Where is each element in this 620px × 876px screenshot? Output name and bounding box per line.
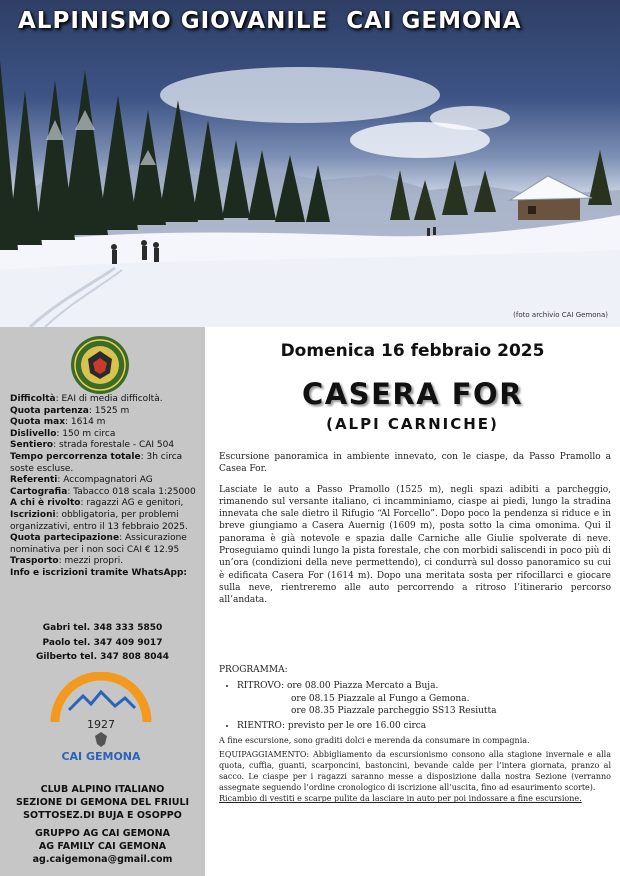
club-line-5: AG FAMILY CAI GEMONA bbox=[38, 841, 167, 852]
detail-row: Quota partenza: 1525 m bbox=[10, 405, 130, 416]
detail-row: Difficoltà: EAI di media difficoltà. bbox=[10, 394, 163, 404]
detail-row: A chi è rivolto: ragazzi AG e genitori, bbox=[10, 498, 184, 509]
detail-row: Quota max: 1614 m bbox=[10, 417, 106, 428]
contacts-list bbox=[0, 621, 205, 665]
club-info bbox=[0, 783, 205, 866]
club-email[interactable]: ag.caigemona@gmail.com bbox=[32, 854, 173, 865]
detail-row: Iscrizioni: obbligatoria, per problemi organizzativi, entro il 13 febbraio 2025. bbox=[10, 509, 188, 532]
logo-name: CAI GEMONA bbox=[61, 750, 141, 763]
detail-row: Info e iscrizioni tramite WhatsApp: bbox=[10, 567, 187, 578]
event-subtitle: (ALPI CARNICHE) bbox=[326, 415, 499, 433]
cai-badge-icon bbox=[70, 335, 130, 395]
page-header-title: ALPINISMO GIOVANILE CAI GEMONA bbox=[18, 8, 522, 34]
event-date: Domenica 16 febbraio 2025 bbox=[280, 341, 545, 361]
contact-paolo[interactable]: Paolo tel. 347 409 9017 bbox=[42, 637, 163, 648]
program-list bbox=[219, 680, 611, 692]
event-description bbox=[219, 451, 611, 615]
club-line-2: SEZIONE DI GEMONA DEL FRIULI bbox=[15, 797, 190, 808]
description-paragraph-1: Escursione panoramica in ambiente innevato, con le ciaspe, da Passo Pramollo a Casea For. bbox=[219, 452, 611, 475]
detail-row: Referenti: Accompagnatori AG bbox=[10, 475, 153, 486]
detail-row: Sentiero: strada forestale - CAI 504 bbox=[10, 440, 175, 451]
detail-row: Quota partecipazione: Assicurazione nominativa per i non soci CAI € 12.95 bbox=[10, 533, 187, 555]
detail-row: Trasporto: mezzi propri. bbox=[10, 556, 124, 567]
snow-landscape-illustration bbox=[0, 0, 620, 327]
program-section bbox=[219, 664, 611, 804]
description-paragraph-2: Lasciate le auto a Passo Pramollo (1525 m), negli spazi adibiti a parcheggio, rimanendo sul versante italiano, ci incamminiamo, ciaspe ai piedi, lungo la stradina innevata che sale dietro il Rifugio “Al Forcello”. Dopo poco la pendenza si riduce e in breve giungiamo a Casera Auernig (1609 m), posta sotto la cima omonima. Qui il panorama è già notevole e spazia dalle Carniche alle Giulie spolverate di neve. Proseguiamo quindi lungo la pista forestale, che con morbidi saliscendi in poco più di un’ora (condizioni della neve permettendo), ci condurrà sul dosso panoramico su cui è edificata Casera For (1614 m). Dopo una meritata sosta per rifocillarci e giocare sulla neve, rientreremo alle auto percorrendo a ritroso l’itinerario percorso all’andata. bbox=[219, 484, 611, 606]
club-line-1: CLUB ALPINO ITALIANO bbox=[40, 784, 165, 795]
detail-row: Dislivello: 150 m circa bbox=[10, 428, 116, 439]
cai-gemona-logo bbox=[45, 672, 157, 772]
program-note: A fine escursione, sono graditi dolci e merenda da consumare in compagnia. bbox=[219, 736, 530, 746]
photo-credit: (foto archivio CAI Gemona) bbox=[513, 311, 608, 319]
event-title: CASERA FOR bbox=[301, 377, 524, 411]
spare-clothes-note: Ricambio di vestiti e scarpe pulite da lasciare in auto per poi indossare a fine escursione. bbox=[219, 794, 582, 804]
info-sidebar bbox=[0, 327, 205, 876]
hero-photo bbox=[0, 0, 620, 327]
detail-row: Tempo percorrenza totale: 3h circa soste escluse. bbox=[10, 451, 183, 474]
club-line-3: SOTTOSEZ.DI BUJA E OSOPPO bbox=[23, 810, 182, 821]
club-line-4: GRUPPO AG CAI GEMONA bbox=[35, 828, 170, 839]
ritrovo-line-2: ore 08.15 Piazzale al Fungo a Gemona. bbox=[291, 693, 470, 704]
ritrovo-line-3: ore 08.35 Piazzale parcheggio SS13 Resiutta bbox=[291, 705, 497, 716]
equipment-text: EQUIPAGGIAMENTO: Abbigliamento da escursionismo consono alla stagione invernale e alla quota, cuffia, guanti, scarponcini, bastoncini, bevande calde per l’intera giornata, pranzo al sacco. Le ciaspe per i ragazzi saranno messe a disposizione dalla nostra Sezione (verranno assegnate seguendo l’ordine cronologico di iscrizione all’uscita, fino ad esaurimento scorte). bbox=[219, 750, 611, 793]
event-main bbox=[205, 327, 620, 876]
hut bbox=[510, 176, 592, 220]
trip-details bbox=[10, 394, 202, 580]
detail-row: Cartografia: Tabacco 018 scala 1:25000 bbox=[10, 486, 196, 497]
logo-year: 1927 bbox=[87, 718, 115, 731]
program-label: PROGRAMMA: bbox=[219, 665, 288, 675]
contact-gilberto[interactable]: Gilberto tel. 347 808 8044 bbox=[35, 652, 170, 662]
contact-gabri[interactable]: Gabri tel. 348 333 5850 bbox=[42, 623, 163, 633]
program-item-ritrovo: • RITROVO: ore 08.00 Piazza Mercato a Buja. bbox=[237, 680, 611, 692]
program-item-rientro: • RIENTRO: previsto per le ore 16.00 circa bbox=[237, 720, 611, 732]
program-list-rientro bbox=[219, 720, 611, 732]
